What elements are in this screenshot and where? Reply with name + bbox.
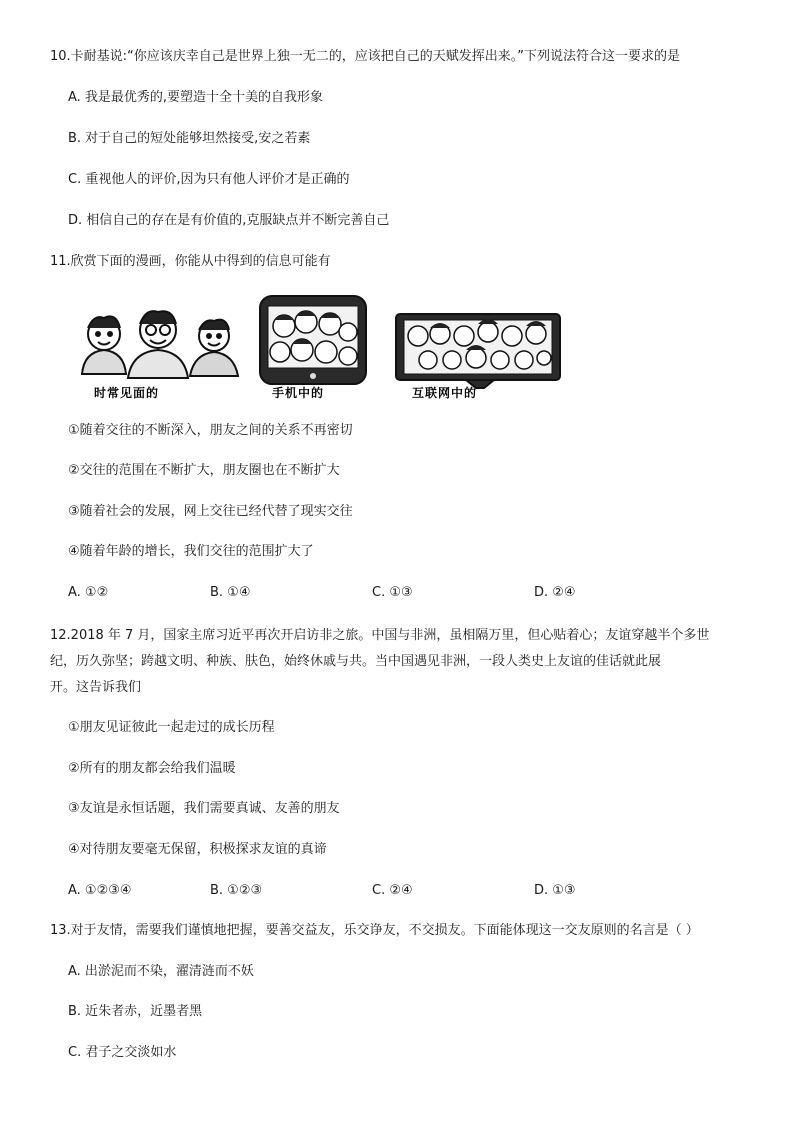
q10-option-b: B. 对于自己的短处能够坦然接受,安之若素 (68, 131, 311, 146)
q10-option-c: C. 重视他人的评价,因为只有他人评价才是正确的 (68, 172, 350, 187)
cartoon-label-face-to-face: 时常见面的 (94, 386, 160, 400)
cartoon-panel-internet (396, 314, 560, 388)
q11-item-2: ②交往的范围在不断扩大，朋友圈也在不断扩大 (68, 463, 340, 478)
q12-stem (50, 623, 750, 701)
q12-choice-b: B. ①②③ (210, 883, 263, 898)
q13-option-c: C. 君子之交淡如水 (68, 1045, 177, 1060)
q11-choice-b: B. ①④ (210, 585, 251, 600)
friendship-cartoon (74, 292, 562, 402)
q13-option-b: B. 近朱者赤，近墨者黑 (68, 1004, 203, 1019)
q11-choice-d: D. ②④ (534, 585, 576, 600)
q12-stem-line-3: 开。这告诉我们 (50, 680, 142, 695)
cartoon-label-phone: 手机中的 (272, 386, 325, 400)
q12-item-4: ④对待朋友要毫无保留，积极探求友谊的真谛 (68, 842, 327, 857)
q11-stem: 11.欣赏下面的漫画，你能从中得到的信息可能有 (50, 254, 331, 269)
cartoon-panel-face-to-face (82, 311, 238, 378)
q10-option-a: A. 我是最优秀的,要塑造十全十美的自我形象 (68, 90, 324, 105)
q11-item-1: ①随着交往的不断深入，朋友之间的关系不再密切 (68, 423, 353, 438)
q12-choice-d: D. ①③ (534, 883, 576, 898)
q10-stem: 10.卡耐基说:“你应该庆幸自己是世界上独一无二的，应该把自己的天赋发挥出来。”下列说法符合这一要求的是 (50, 49, 681, 64)
q12-item-3: ③友谊是永恒话题，我们需要真诚、友善的朋友 (68, 801, 340, 816)
q11-item-3: ③随着社会的发展，网上交往已经代替了现实交往 (68, 504, 353, 519)
q12-item-1: ①朋友见证彼此一起走过的成长历程 (68, 720, 275, 735)
q12-choice-c: C. ②④ (372, 883, 413, 898)
q12-choice-a: A. ①②③④ (68, 883, 132, 898)
q13-stem: 13.对于友情，需要我们谨慎地把握，要善交益友，乐交诤友，不交损友。下面能体现这一交友原则的名言是（ ） (50, 923, 699, 938)
q11-item-4: ④随着年龄的增长，我们交往的范围扩大了 (68, 544, 314, 559)
q12-item-2: ②所有的朋友都会给我们温暖 (68, 761, 236, 776)
q11-choice-a: A. ①② (68, 585, 109, 600)
q11-choice-c: C. ①③ (372, 585, 413, 600)
q12-stem-line-1: 12.2018 年 7 月，国家主席习近平再次开启访非之旅。中国与非洲，虽相隔万里，但心贴着心；友谊穿越半个多世 (50, 628, 710, 643)
q10-option-d: D. 相信自己的存在是有价值的,克服缺点并不断完善自己 (68, 213, 390, 228)
q13-option-a: A. 出淤泥而不染，濯清涟而不妖 (68, 964, 254, 979)
q12-stem-line-2: 纪，历久弥坚；跨越文明、种族、肤色，始终休戚与共。当中国遇见非洲，一段人类史上友谊的佳话就此展 (50, 654, 662, 669)
cartoon-panel-phone (260, 296, 366, 384)
cartoon-label-internet: 互联网中的 (412, 386, 478, 400)
